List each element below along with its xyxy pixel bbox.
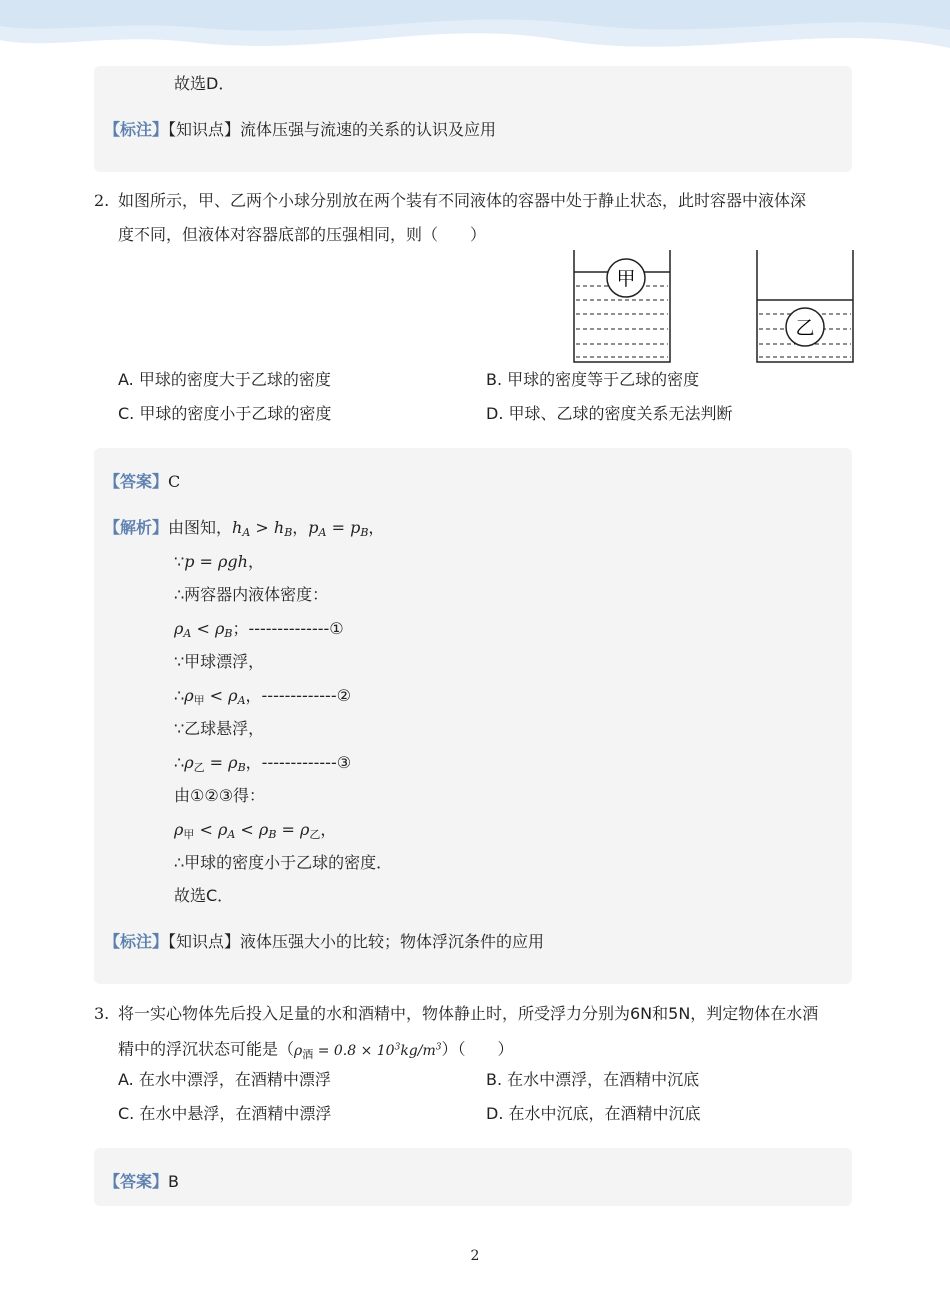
analysis-line-9: 由①②③得： xyxy=(174,786,266,805)
option-d[interactable]: D. 甲球、乙球的密度关系无法判断 xyxy=(486,404,733,423)
analysis-line-1: 【解析】由图知，$h_A > h_B$，$p_A = p_B$， xyxy=(104,518,385,539)
question-3-line-2: 精中的浮沉状态可能是$(\rho_酒 = 0.8 \times 10^3kg/m^3)$（ ） xyxy=(118,1039,514,1061)
analysis-line-11: ∴甲球的密度小于乙球的密度． xyxy=(174,853,393,872)
q3-option-c[interactable]: C. 在水中悬浮，在酒精中漂浮 xyxy=(118,1104,332,1123)
option-a[interactable]: A. 甲球的密度大于乙球的密度 xyxy=(118,370,331,389)
answer-tag: 【答案】 xyxy=(104,472,169,491)
question-2-line-1 xyxy=(94,191,806,211)
analysis-line-5: ∵甲球漂浮， xyxy=(174,652,265,671)
option-c[interactable]: C. 甲球的密度小于乙球的密度 xyxy=(118,404,332,423)
q3-option-a[interactable]: A. 在水中漂浮，在酒精中漂浮 xyxy=(118,1070,331,1089)
question-text: 如图所示，甲、乙两个小球分别放在两个装有不同液体的容器中处于静止状态，此时容器中液体深 xyxy=(118,191,807,210)
answer-box-q3 xyxy=(94,1148,852,1206)
note-text: 【知识点】流体压强与流速的关系的认识及应用 xyxy=(168,120,497,139)
analysis-line-4: $\rho_A < \rho_B$；--------------① xyxy=(174,619,344,640)
ball-jia-label: 甲 xyxy=(616,268,636,290)
analysis-tag: 【解析】 xyxy=(104,518,169,537)
question-3-line-1: 3. 将一实心物体先后投入足量的水和酒精中，物体静止时，所受浮力分别为6N和5N，判定物体在水酒 xyxy=(94,1004,819,1023)
ball-yi-label: 乙 xyxy=(795,317,815,339)
q3-option-b[interactable]: B. 在水中漂浮，在酒精中沉底 xyxy=(486,1070,700,1089)
option-b[interactable]: B. 甲球的密度等于乙球的密度 xyxy=(486,370,700,389)
q3-answer-line: 【答案】B xyxy=(104,1172,179,1191)
knowledge-note-q2: 【标注】【知识点】液体压强大小的比较；物体浮沉条件的应用 xyxy=(104,932,545,951)
analysis-line-7: ∵乙球悬浮， xyxy=(174,719,265,738)
containers-figure xyxy=(570,250,860,366)
analysis-line-12: 故选C． xyxy=(174,886,234,905)
analysis-line-6: ∴ρ甲 < $\rho_A$，-------------② xyxy=(174,686,351,707)
knowledge-note xyxy=(104,120,496,140)
answer-line xyxy=(104,472,180,492)
analysis-line-8: ∴ρ乙 = $\rho_B$，-------------③ xyxy=(174,753,352,774)
q3-option-d[interactable]: D. 在水中沉底，在酒精中沉底 xyxy=(486,1104,701,1123)
page-number: 2 xyxy=(470,1248,480,1264)
choose-line: 故选D． xyxy=(174,74,235,93)
note-tag: 【标注】 xyxy=(104,120,169,139)
analysis-line-10: ρ甲 < $\rho_A < \rho_B = \rho$乙， xyxy=(174,820,337,841)
analysis-line-3: ∴两容器内液体密度： xyxy=(174,585,329,604)
header-wave-decoration xyxy=(0,0,950,70)
analysis-line-2: ∵p = ρgh， xyxy=(174,552,264,571)
answer-value: C xyxy=(168,472,181,491)
question-2-line-2: 度不同，但液体对容器底部的压强相同，则（ ） xyxy=(118,225,487,244)
question-number: 2. xyxy=(94,191,110,210)
